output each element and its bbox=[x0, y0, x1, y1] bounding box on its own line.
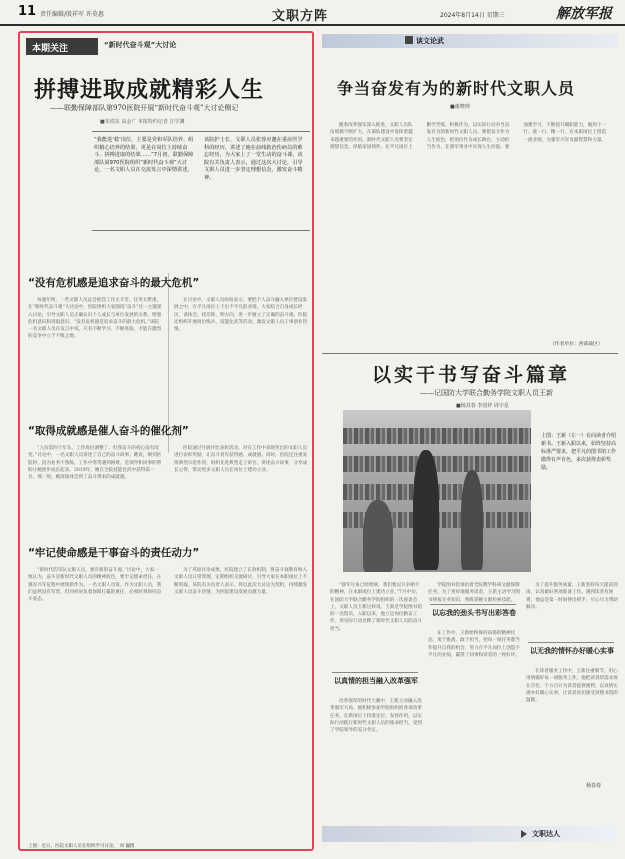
lead-text-col-1: “我能进‘救’岗位，主要是党和军队培养、组织精心培养的结果，更是在岗位上持续奋斗、拼搏进取的结果……”7月初，联勤保障部队第970医院组织“新时代奋斗观”大讨论，一名文职人员在交流发言中深情讲述。 bbox=[94, 137, 194, 174]
section-3-text-col-1: “新时代的军队文职人员，要有新的奋斗观。”讨论中，大家一致认为，奋斗是新时代文职人员的精神底色，要牢记使命责任，在强军兴军征程中展现新作为。一名文职人员说，作为文职人员，我们虽然没有军装，但同样肩负着保障打赢的重任，必须时刻保持奋斗姿态。 bbox=[28, 568, 162, 603]
publication-date: 2024年8月14日 星期三 bbox=[440, 12, 505, 19]
section-3-text-col-2: 为了巩固讨论成果，医院建立了长效机制，将奋斗观教育纳入文职人员日常管理，定期组织交流研讨，引导大家在本职岗位上不断进取。该院有关负责人表示，将以此次大讨论为契机，持续激发文职人员奋斗热情，为医院建设发展贡献力量。 bbox=[174, 568, 308, 595]
opinion-body: 随着改革强军深入推进，文职人员队伍规模不断扩大，在部队建设中发挥着越来越重要的作用。新时代文职人员要坚定理想信念，厚植家国情怀，在平凡岗位上勤学苦练、积极作为，以实际行动争当奋发有为的新时代文职人员。要把奋斗作为人生底色，把岗位作为成长舞台，主动担当作为，在强军事业中实现人生价值。要加强学习，不断提升履职能力，做到干一行、爱一行、精一行，在本职岗位上创造一流业绩，为强军兴军贡献智慧和力量。 bbox=[330, 123, 607, 150]
feature-author-tag: 杨春春 bbox=[586, 783, 602, 789]
library-photo bbox=[343, 410, 531, 572]
feature-text-b: 学院图书馆承担着全院教学科研文献保障任务，为了更好地服务读者，王新主动学习图书情报专业知识，熟练掌握文献检索技能。 bbox=[428, 583, 520, 602]
feature-byline: ■杨其春 李国祥 周宇星 bbox=[456, 403, 509, 409]
feature-headline: 以实干书写奋斗篇章 bbox=[372, 364, 571, 386]
feature-text-f: 在读者服务工作中，王新注重细节，用心用情做好每一项服务工作，他把读者的需求放在首位，千方百计为读者提供便利，以真情实感办好暖心实事，让读者真切感受到图书馆的温暖。 bbox=[526, 669, 618, 704]
section-2-text-col-1: “入伍第四个年头，工作岗位调整了，但我奋斗的初心没有改变。”讨论中，一名文职人员讲述了自己的奋斗故事。她说，刚到医院时，因为业务不熟练，工作中常常遇到困难，是领导和同事的帮助让她逐步成长起来。2019年，她在全院技能比武中获得第一名，那一刻，她深深体会到了奋斗带来的成就感。 bbox=[28, 446, 162, 481]
feature-subheadline: ——记国防大学联合勤务学院文职人员王新 bbox=[420, 389, 553, 397]
section-2-text-col-2: 医院通过开展评比表彰活动，对在工作中表现突出的文职人员进行表彰奖励，让奋斗者有获得感、成就感。同时，医院还注重发挥典型示范作用，组织先进典型走上讲台，讲述奋斗故事，分享成长心得，带动更多文职人员在岗位上建功立业。 bbox=[174, 446, 308, 473]
column-label-talk: 谈文论武 bbox=[416, 37, 444, 45]
page-number: 11 bbox=[18, 4, 37, 19]
editors-line: 责任编辑/殷祥军 许莫惠 bbox=[40, 11, 104, 18]
opinion-author: ■谢晓帅 bbox=[450, 104, 470, 110]
feature-text-c: 为了提升服务质量，王新坚持每天提前到岗，认真做好各项准备工作。遇到读者有困难，他总是第一时间伸出援手，尽心尽力帮助解决。 bbox=[526, 583, 618, 610]
column-label-talent: 文职达人 bbox=[532, 830, 560, 838]
section-name: 文职方阵 bbox=[272, 9, 329, 24]
focus-banner: 本期关注 bbox=[26, 38, 98, 55]
feature-subhead-3: 以无我的情怀办好暖心实事 bbox=[530, 647, 614, 655]
section-1-text-col-2: 在讨论中，文职人员纷纷表示，要把个人奋斗融入单位建设发展之中，在平凡岗位上干出不平凡的业绩。大家结合自身成长经历，谈体会、找差距、明方向，进一步树立了正确的奋斗观。医院还组织开展岗位练兵、技能比武等活动，激发文职人员干事创业热情。 bbox=[174, 298, 308, 333]
section-2-heading: “取得成就感是催人奋斗的催化剂” bbox=[28, 425, 189, 437]
feature-subhead-1: 以真情的担当融入改革强军 bbox=[334, 677, 418, 685]
main-headline: 拼搏进取成就精彩人生 bbox=[34, 78, 265, 103]
feature-subhead-2: 以忘我的劲头书写出彩答卷 bbox=[432, 609, 516, 617]
newspaper-logo: 解放军报 bbox=[556, 6, 612, 22]
focus-feature-box bbox=[18, 31, 314, 851]
main-subheadline: ——联勤保障部队第970医院开展“新时代奋斗观”大讨论侧记 bbox=[50, 104, 239, 112]
section-1-text-col-1: 每逢年终，一些文职人员总会抱怨工作太辛苦、任务太繁重。在“新时代奋斗观”大讨论中，医院组织大家围绕“奋斗”这一主题深入讨论，引导文职人员正确认识个人成长与单位发展的关系，增强危机意识和进取意识。“没有危机感是追求奋斗的最大危机。”该院一名文职人员在发言中说，只有不断学习、不断进取，才能在激烈的竞争中立于不败之地。 bbox=[28, 298, 162, 340]
column-band-top bbox=[322, 34, 618, 48]
feature-text-a: “强军号角已经吹响，我们要以只争朝夕的精神，在本职岗位上建功立业。”7月中旬，在国防大学联合勤务学院组织的一次座谈会上，文职人员王新这样说。王新是学院图书馆的一名馆员，入职以来，他立足岗位勤奋工作，用实际行动诠释了新时代文职人员的奋斗担当。 bbox=[330, 583, 422, 632]
feature-text-e: 在工作中，王新始终保持昂扬的精神状态，勇于挑战、敢于担当，把每一项任务都当作提升自我的机会，努力在平凡岗位上创造不平凡的业绩，赢得了同事和读者的一致好评。 bbox=[428, 631, 520, 658]
arrow-icon bbox=[521, 830, 527, 838]
section-3-heading: “牢记使命感是干事奋斗的责任动力” bbox=[28, 547, 200, 559]
section-1-heading: “没有危机感是追求奋斗的最大危机” bbox=[28, 277, 200, 289]
lead-paragraph-box bbox=[92, 131, 310, 231]
lead-text-col-2: 该院护士长、文职人员张蓉应邀在重症医学科的经历，讲述了她在前线救治伤病员的难忘经历，为大家上了一堂生动的奋斗课。该院有关负责人表示，通过这次大讨论，引导文职人员进一步坚定理想信念，激发奋斗精神。 bbox=[204, 137, 303, 181]
section-divider bbox=[322, 353, 618, 354]
opinion-headline: 争当奋发有为的新时代文职人员 bbox=[337, 79, 576, 98]
photo-footnote: 上图：近日，医院文职人员在组织学习讨论。 刘 巍摄 bbox=[28, 844, 135, 849]
speech-icon bbox=[405, 36, 413, 44]
column-band-bottom bbox=[322, 826, 618, 842]
photo-caption: 上图：王新（左一）在向读者介绍新书。王新入职以来，始终坚持高标准严要求，把平凡的图书馆工作做得有声有色，多次获得表彰奖励。 bbox=[541, 433, 617, 471]
opinion-source: （作者单位：西部战区） bbox=[550, 342, 603, 347]
focus-banner-subtitle: “新时代奋斗观”大讨论 bbox=[104, 41, 177, 49]
feature-text-d: 改革强军的时代大潮中，王新主动融入改革强军大局，他积极参加学院组织的各项改革任务，在新岗位上找准定位、发挥作用，以实际行动践行新时代文职人员的使命担当，受到了学院领导的充分肯定。 bbox=[330, 699, 422, 734]
main-byline: ■朱铁东 高金广 本报特约记者 汪学渊 bbox=[100, 119, 185, 125]
masthead bbox=[0, 0, 625, 26]
